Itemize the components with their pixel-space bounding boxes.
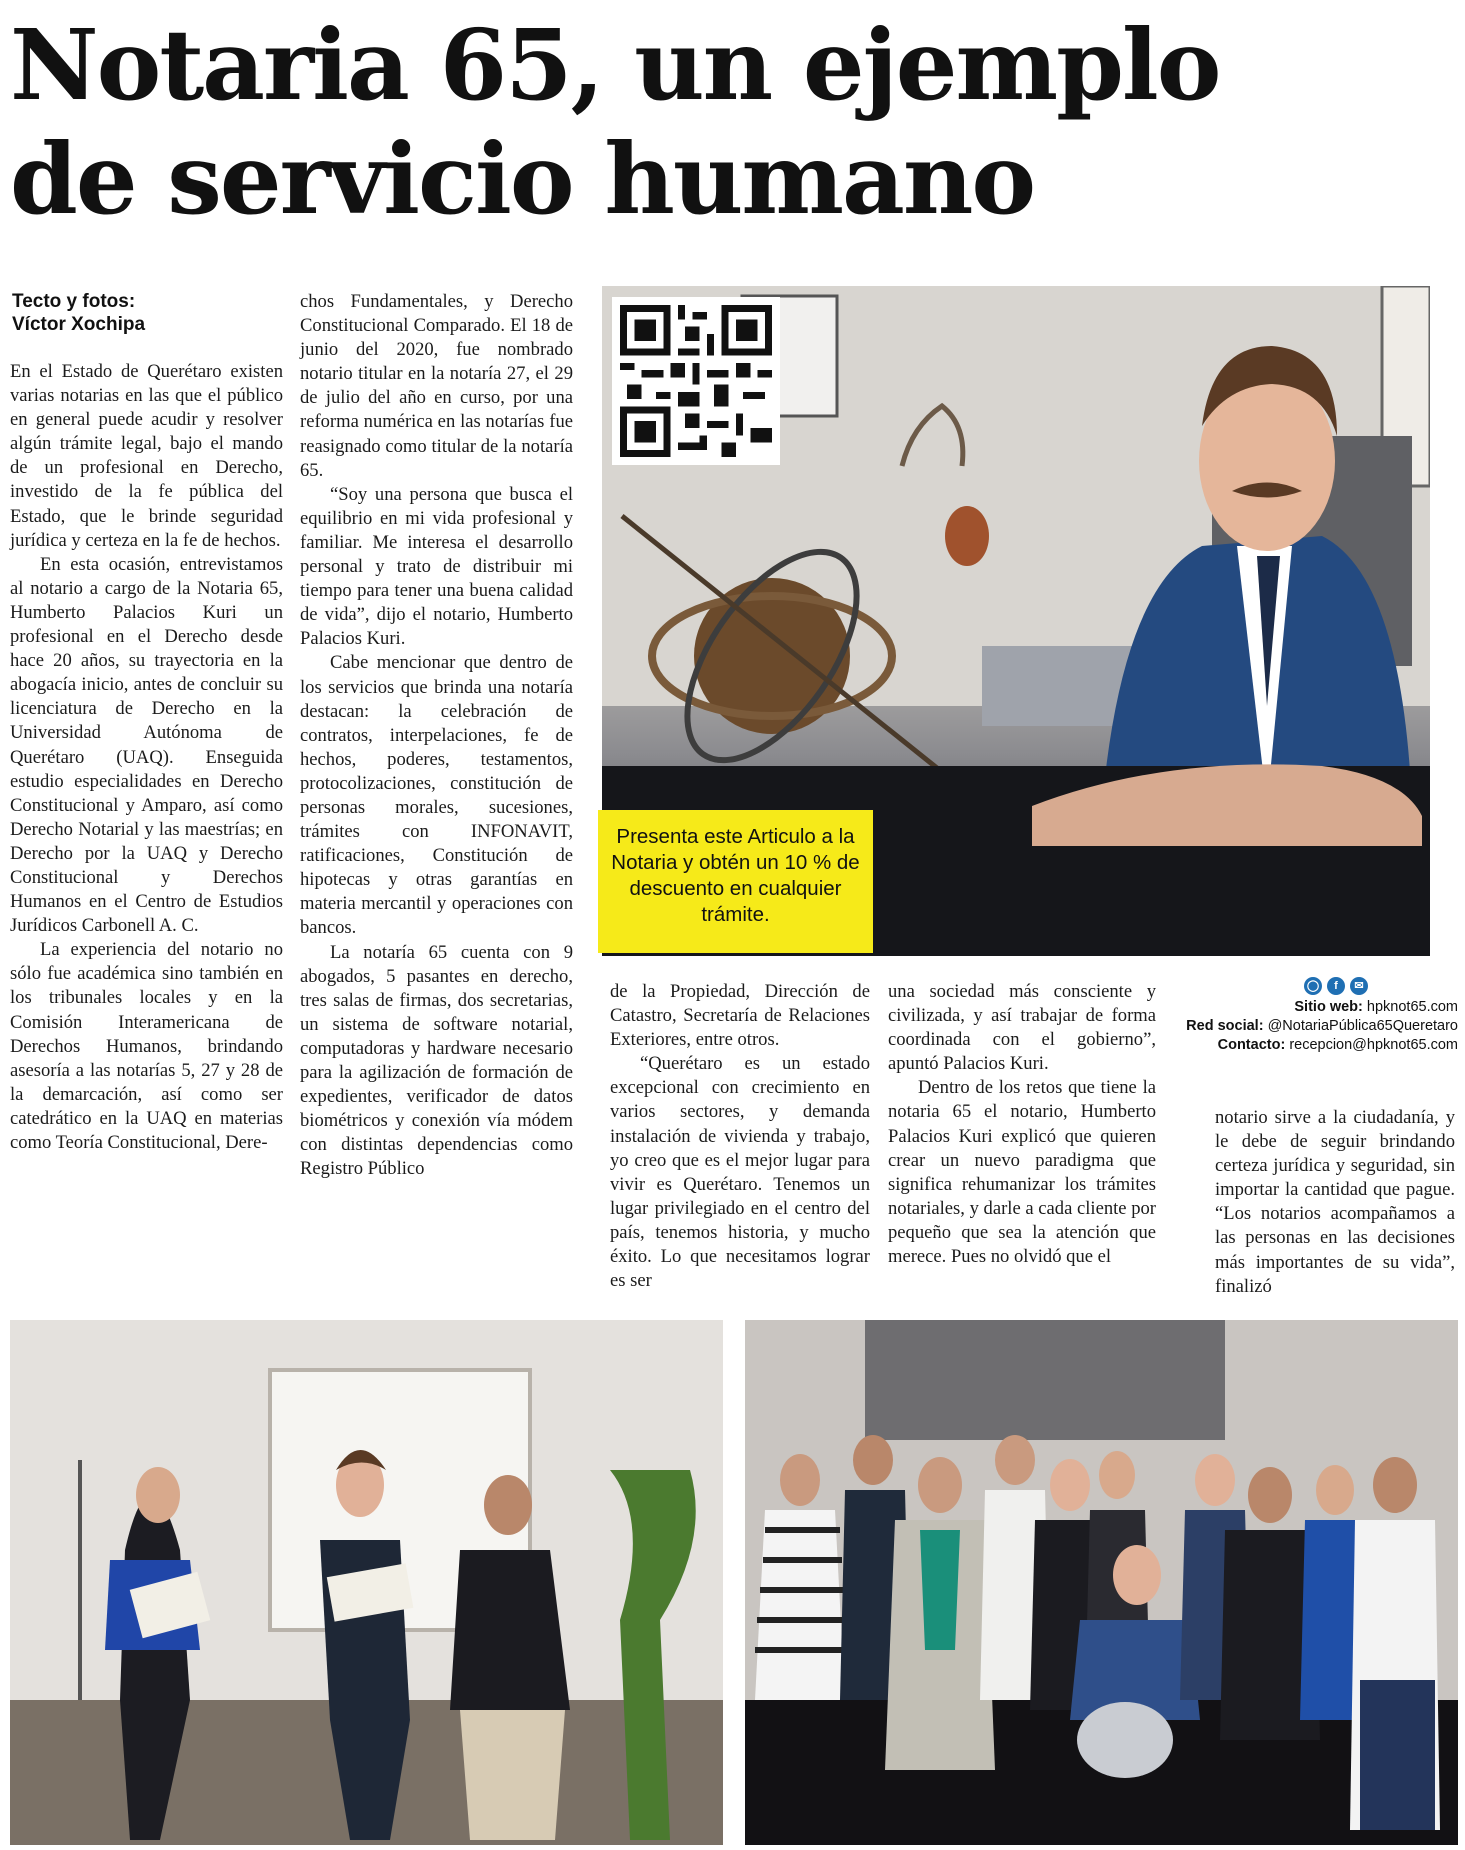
paragraph: Cabe mencionar que dentro de los servicios que brinda una notaría destacan: la celebración de contratos, interpelaciones, fe de hechos, poderes, testamentos, protocolizaciones, constitución de personas morales, sucesiones, trámites con INFONAVIT, ratificaciones, Constitución de hipotecas y otras garantías en materia mercantil y operaciones con bancos. [300, 652, 573, 939]
contact-label: Contacto: [1217, 1037, 1286, 1053]
photo-staff-walking [10, 1320, 723, 1845]
photo-walking-illustration [10, 1320, 723, 1845]
website-label: Sitio web: [1294, 999, 1363, 1015]
article-column-1 [10, 360, 283, 1155]
web-icon[interactable]: ◯ [1304, 977, 1322, 995]
paragraph: “Soy una persona que busca el equilibrio en mi vida profesional y familiar. Me interesa el desarrollo personal y trato de distribuir mi tiempo para tener una buena calidad de vida”, dijo el notario, Humberto Palacios Kuri. [300, 483, 573, 650]
paragraph: Dentro de los retos que tiene la notaria 65 el notario, Humberto Palacios Kuri explicó que quieren crear un nuevo paradigma que significa rehumanizar los trámites notariales, y darle a cada cliente por pequeño que sea la atención que merece. Pues no olvidó que el [888, 1077, 1156, 1268]
social-icons [1168, 976, 1458, 995]
contact-email[interactable]: recepcion@hpknot65.com [1289, 1037, 1458, 1053]
qr-code[interactable] [612, 297, 780, 465]
article-column-5 [1215, 1106, 1455, 1299]
paragraph: chos Fundamentales, y Derecho Constitucional Comparado. El 18 de junio del 2020, fue nombrado notario titular en la notaría 27, el 29 de julio del año en curso, por una reforma numérica en las notarías fue reasignado como titular de la notaría 65. [300, 291, 573, 481]
website-link[interactable]: hpknot65.com [1366, 999, 1458, 1015]
byline-label: Tecto y fotos: [12, 291, 136, 312]
contact-line [1168, 1036, 1458, 1055]
paragraph: una sociedad más consciente y civilizada, y así trabajar de forma coordinada con el gobierno”, apuntó Palacios Kuri. [888, 981, 1156, 1075]
facebook-icon[interactable]: f [1327, 977, 1345, 995]
contact-info [1168, 976, 1458, 1055]
photo-group-illustration [745, 1320, 1458, 1845]
article-column-2 [300, 290, 573, 1181]
paragraph: “Querétaro es un estado excepcional con crecimiento en varios sectores, y demanda instalación de vivienda y trabajo, yo creo que es el mejor lugar para vivir es Querétaro. Tenemos un lugar privilegiado en el centro del país, tenemos historia, y mucho éxito. Lo que necesitamos lograr es ser [610, 1053, 870, 1292]
byline [12, 290, 282, 336]
paragraph: En esta ocasión, entrevistamos al notario a cargo de la Notaria 65, Humberto Palacios Kuri un profesional en el Derecho desde hace 20 años, su trayectoria en la abogacía inicio, antes de concluir su licenciatura de Derecho en la Universidad Autónoma de Querétaro (UAQ). Enseguida estudio especialidades en Derecho Constitucional y Amparo, así como Derecho Notarial y las maestrías; en Derecho por la UAQ y Derecho Constitucional y Derechos Humanos en el Centro de Estudios Jurídicos Carbonell A. C. [10, 553, 283, 937]
paragraph: La notaría 65 cuenta con 9 abogados, 5 pasantes en derecho, tres salas de firmas, dos secretarias, un sistema de software notarial, computadoras y hardware necesario para la agilización de formación de expedientes, verificador de datos biométricos y conexión vía módem con distintas dependencias como Registro Público [300, 941, 573, 1180]
article-column-4 [888, 980, 1156, 1269]
website-line [1168, 998, 1458, 1017]
email-icon[interactable]: ✉ [1350, 977, 1368, 995]
headline-line-1: Notaria 65, un ejemplo [10, 8, 1220, 122]
paragraph: notario sirve a la ciudadanía, y le debe de seguir brindando certeza jurídica y seguridad, sin importar la cantidad que pague. “Los notarios acompañamos a las personas en las decisiones más importantes de su vida”, finalizó [1215, 1107, 1455, 1297]
paragraph: de la Propiedad, Dirección de Catastro, Secretaría de Relaciones Exteriores, entre otros. [610, 981, 870, 1051]
headline-line-2: de servicio humano [10, 122, 1035, 236]
headline [10, 8, 1460, 236]
social-line [1168, 1017, 1458, 1036]
social-label: Red social: [1186, 1018, 1264, 1034]
social-handle[interactable]: @NotariaPública65Queretaro [1267, 1018, 1458, 1034]
discount-promo-box [598, 810, 873, 953]
photo-staff-group [745, 1320, 1458, 1845]
article-column-3 [610, 980, 870, 1293]
byline-author: Víctor Xochipa [12, 314, 146, 335]
paragraph: En el Estado de Querétaro existen varias notarias en las que el público en general puede acudir y resolver algún trámite legal, bajo el mando de un profesional en Derecho, investido de la fe pública del Estado, que le brinde seguridad jurídica y certeza en la fe de hechos. [10, 361, 283, 551]
promo-text: Presenta este Articulo a la Notaria y obtén un 10 % de descuento en cualquier trámite. [611, 825, 860, 926]
paragraph: La experiencia del notario no sólo fue académica sino también en los tribunales locales y en la Comisión Interamericana de Derechos Humanos, brindando asesoría a las notarías 5, 27 y 28 de la demarcación, así como ser catedrático en la UAQ en materias como Teoría Constitucional, Dere- [10, 939, 283, 1153]
qr-code-icon [620, 305, 772, 457]
